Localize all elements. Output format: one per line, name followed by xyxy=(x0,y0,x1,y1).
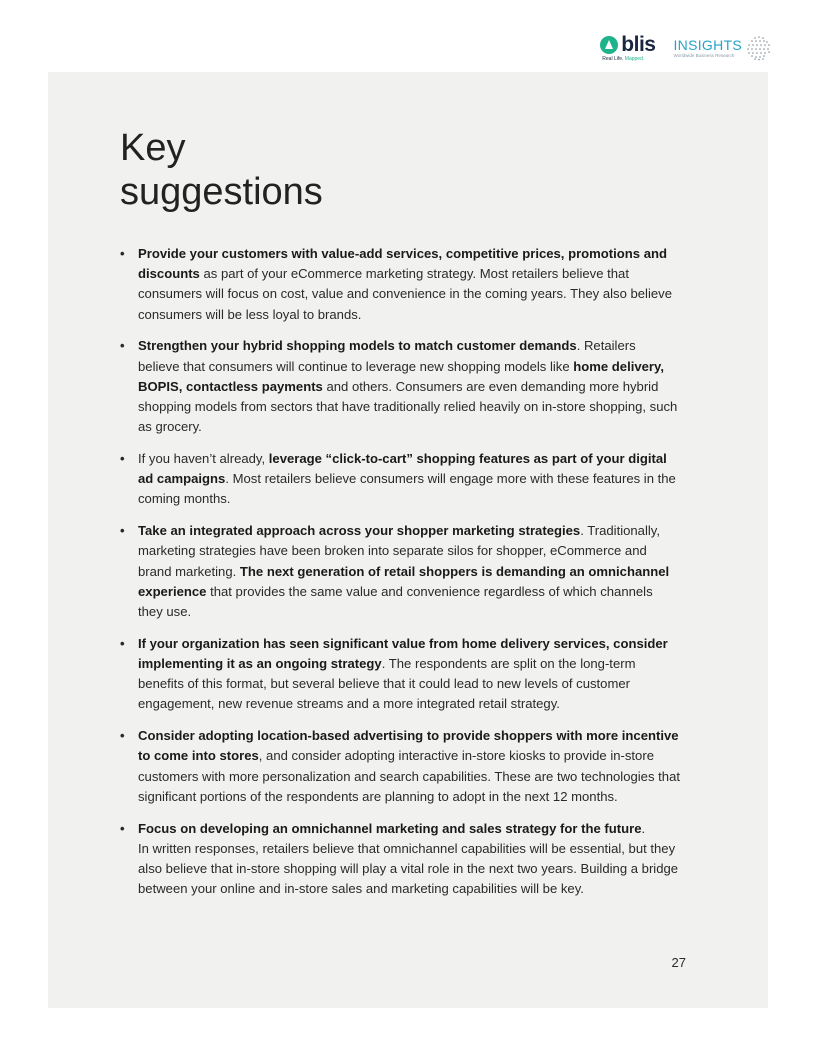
bold-text: home delivery, BOPIS, contactless payments xyxy=(138,358,664,394)
bullet-mark: • xyxy=(120,820,125,836)
body-text: , and consider adopting interactive in-store kiosks to provide in-store customers with more personalization and search capabilities. These are two technologies that significant portions of the respondents are planning to adopt in the next 12 months. xyxy=(138,748,680,804)
body-text: In written responses, retailers believe that omnichannel capabilities will be essential, but they also believe that in-store shopping will play a vital role in the next two years. Building a bridge between your online and in-store sales and marketing capabilities will be key. xyxy=(138,840,679,897)
insights-logo xyxy=(673,35,772,61)
body-text: . Most retailers believe consumers will engage more with these features in the coming months. xyxy=(138,471,676,507)
blis-logo xyxy=(600,32,656,62)
bullet-mark: • xyxy=(120,338,125,354)
list-item xyxy=(120,726,680,807)
list-item xyxy=(120,819,680,900)
bold-text: Strengthen your hybrid shopping models to match customer demands xyxy=(138,338,577,354)
dotted-globe-icon xyxy=(746,35,772,61)
bold-text: Provide your customers with value-add services, competitive prices, promotions and discounts xyxy=(138,246,667,282)
body-text: . The respondents are split on the long-term benefits of this format, but several believe that it could lead to new levels of customer engagement, new revenue streams and a more integrated retail strategy. xyxy=(138,656,636,712)
body-text: If you haven’t already, xyxy=(138,451,269,467)
bullet-mark: • xyxy=(120,728,125,744)
blis-wordmark: blis xyxy=(621,32,656,56)
title-line-2: suggestions xyxy=(120,171,323,213)
body-text: that provides the same value and convenience regardless of which channels they use. xyxy=(138,583,653,620)
suggestions-list xyxy=(120,244,680,911)
bold-text: leverage “click-to-cart” shopping features as part of your digital ad campaigns xyxy=(138,451,667,487)
bullet-mark: • xyxy=(120,246,125,261)
title-line-1: Key xyxy=(120,127,186,169)
list-item xyxy=(120,634,680,715)
body-text: as part of your eCommerce marketing strategy. Most retailers believe that consumers will focus on cost, value and convenience in the coming years. They also believe consumers will be less loyal to brands. xyxy=(138,266,672,322)
bold-text: The next generation of retail shoppers is demanding an omnichannel experience xyxy=(138,563,670,599)
page-number: 27 xyxy=(671,955,686,970)
blis-tagline-b: Mapped. xyxy=(624,55,645,62)
body-text: . xyxy=(641,820,646,836)
blis-tagline xyxy=(602,56,644,62)
bullet-mark: • xyxy=(120,451,125,467)
content-panel xyxy=(48,72,768,1008)
list-item xyxy=(120,521,680,622)
bold-text: Take an integrated approach across your shopper marketing strategies xyxy=(138,523,581,539)
bold-text: Focus on developing an omnichannel marketing and sales strategy for the future xyxy=(138,820,642,836)
bullet-mark: • xyxy=(120,523,125,539)
insights-wordmark: INSIGHTS xyxy=(673,37,742,53)
list-item xyxy=(120,336,680,437)
bullet-mark: • xyxy=(120,635,125,651)
list-item xyxy=(120,244,680,325)
insights-tagline: Worldwide Business Research xyxy=(673,53,735,58)
page-title xyxy=(120,126,323,214)
body-text: and others. Consumers are even demanding more hybrid shopping models from sectors that have traditionally relied heavily on in-store shopping, such as grocery. xyxy=(138,378,678,435)
bold-text: If your organization has seen significant value from home delivery services, consider implementing it as an ongoing strategy xyxy=(138,635,668,672)
bold-text: Consider adopting location-based advertising to provide shoppers with more incentive to come into stores xyxy=(138,728,679,764)
body-text: . Retailers believe that consumers will continue to leverage new shopping models like xyxy=(138,338,636,374)
list-item xyxy=(120,449,680,510)
body-text: . Traditionally, marketing strategies have been broken into separate silos for shopper, eCommerce and brand marketing. xyxy=(138,523,660,579)
page-header xyxy=(600,30,772,66)
blis-mark-icon xyxy=(600,36,618,54)
blis-tagline-a: Real Life. xyxy=(602,55,625,62)
